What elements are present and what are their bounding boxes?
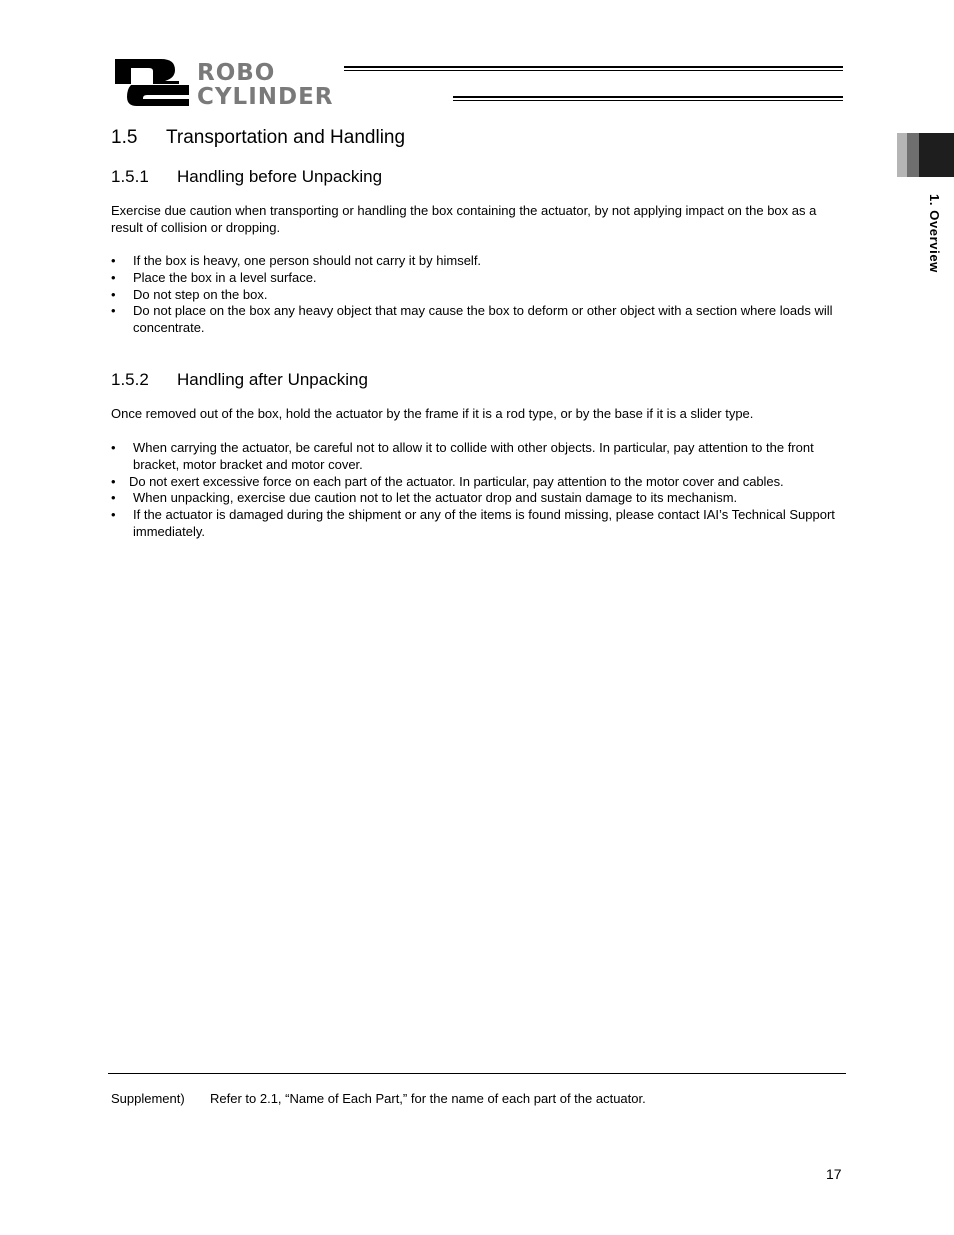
list-item: • If the box is heavy, one person should not carry it by himself.	[111, 253, 482, 268]
section-number: 1.5	[111, 127, 138, 148]
list-item: • If the actuator is damaged during the shipment or any of the items is found missing, please contact IAI’s Technical Support immediately.	[111, 507, 835, 539]
side-tab-dark-bar	[919, 133, 954, 177]
subsection-title: Handling after Unpacking	[177, 370, 368, 389]
header-rule-bottom-2	[453, 100, 843, 101]
subsection-heading-2	[111, 370, 368, 390]
list-item: • Do not step on the box.	[111, 286, 268, 302]
header-rule-top-2	[344, 70, 843, 71]
list-item: • When unpacking, exercise due caution not to let the actuator drop and sustain damage to its mechanism.	[111, 490, 738, 506]
supplement-text: Refer to 2.1, “Name of Each Part,” for the name of each part of the actuator.	[210, 1091, 646, 1106]
subsection-intro-2: Once removed out of the box, hold the actuator by the frame if it is a rod type, or by the base if it is a slider type.	[111, 406, 754, 421]
page-number: 17	[826, 1166, 842, 1182]
side-tab-label: 1. Overview	[927, 194, 942, 273]
list-item: • Place the box in a level surface.	[111, 269, 317, 285]
subsection-number: 1.5.1	[111, 167, 149, 186]
header-rule-top-1	[344, 66, 843, 68]
list-item: • Do not exert excessive force on each part of the actuator. In particular, pay attention to the motor cover and cables.	[111, 473, 784, 489]
section-heading	[111, 127, 405, 149]
bullet-icon: •	[111, 507, 116, 523]
logo-text-cylinder: CYLINDER	[197, 84, 334, 106]
subsection-heading-1	[111, 167, 382, 187]
bullet-icon: •	[111, 473, 116, 489]
section-title: Transportation and Handling	[166, 127, 406, 148]
robo-cylinder-logo-mark	[113, 57, 189, 108]
side-tab-light-bar	[897, 133, 907, 177]
list-item: • Do not place on the box any heavy object that may cause the box to deform or other object with a section where loads will concentrate.	[111, 303, 833, 336]
subsection-number: 1.5.2	[111, 370, 149, 389]
footer-rule	[108, 1073, 846, 1074]
subsection-intro-1: Exercise due caution when transporting or handling the box containing the actuator, by not applying impact on the box as a result of collision or dropping.	[111, 203, 817, 235]
supplement-label: Supplement)	[111, 1091, 185, 1106]
header-rule-bottom-1	[453, 96, 843, 98]
logo-text-robo: ROBO	[197, 60, 276, 86]
side-tab-mid-bar	[907, 133, 919, 177]
bullet-icon: •	[111, 269, 116, 285]
bullet-icon: •	[111, 253, 116, 268]
bullet-icon: •	[111, 490, 116, 506]
supplement-note	[111, 1091, 646, 1106]
bullet-icon: •	[111, 440, 116, 455]
subsection-title: Handling before Unpacking	[177, 167, 383, 186]
bullet-list-1	[111, 253, 851, 337]
bullet-list-2	[111, 440, 851, 541]
list-item: • When carrying the actuator, be careful not to allow it to collide with other objects. In particular, pay attention to the front bracket, motor bracket and motor cover.	[111, 440, 814, 472]
bullet-icon: •	[111, 286, 116, 302]
bullet-icon: •	[111, 303, 116, 319]
